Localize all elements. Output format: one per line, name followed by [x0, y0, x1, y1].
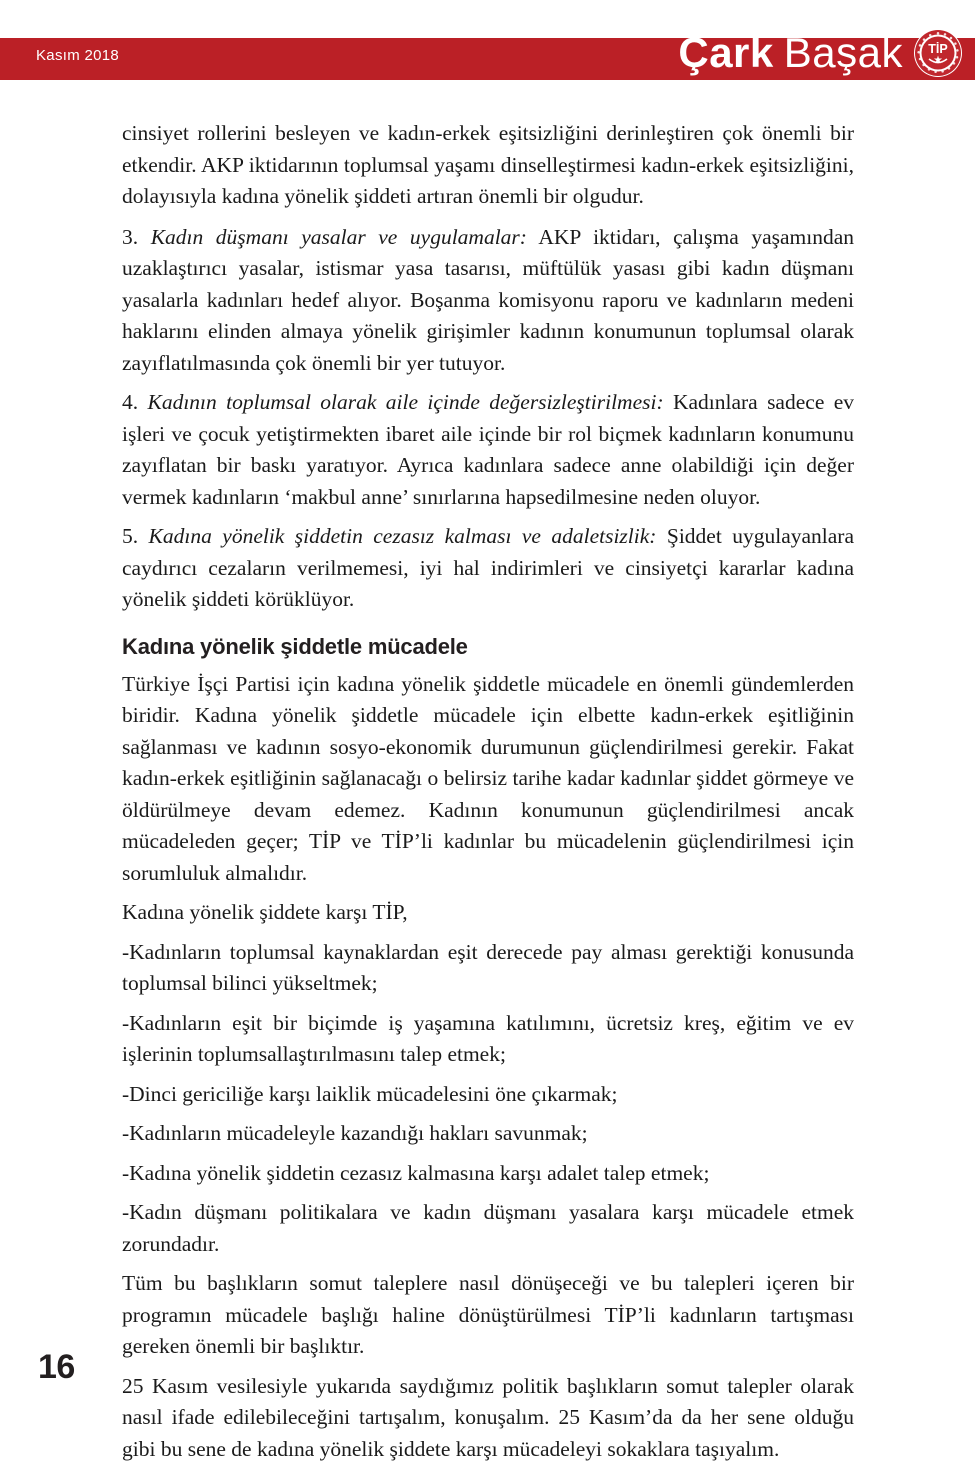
item-5-text: Şiddet uygulayanlara caydırıcı cezaların verilmemesi, iyi hal indirimleri ve cinsiyetçi kararlar kadına yönelik şiddeti körüklüyor. — [122, 524, 854, 611]
page-number: 16 — [38, 1348, 75, 1386]
list-item: -Kadın düşmanı politikalara ve kadın düşmanı yasalara karşı mücadele etmek zorundadır. — [122, 1200, 854, 1256]
numbered-item-5 — [122, 521, 854, 616]
svg-text:TİP: TİP — [928, 42, 948, 56]
item-3-number: 3. — [122, 224, 151, 249]
issue-date-label: Kasım 2018 — [36, 47, 120, 64]
page-header — [0, 0, 975, 100]
masthead-logo — [678, 28, 963, 78]
numbered-item-4 — [122, 387, 854, 513]
paragraph-continuation: cinsiyet rollerini besleyen ve kadın-erkek eşitsizliğini derinleştiren çok önemli bir etkendir. AKP iktidarının toplumsal yaşamı dinselleştirmesi kadın-erkek eşitsizliğini, dolayısıyla kadına yönelik şiddeti artıran önemli bir olgudur. — [122, 121, 854, 208]
list-item: -Dinci gericiliğe karşı laiklik mücadelesini öne çıkarmak; — [122, 1081, 618, 1106]
section-heading: Kadına yönelik şiddetle mücadele — [122, 633, 468, 659]
masthead-basak-text: Başak — [783, 29, 903, 76]
document-body — [122, 118, 854, 1473]
item-4-title: Kadının toplumsal olarak aile içinde değersizleştirilmesi: — [147, 390, 664, 414]
demands-list-intro: Kadına yönelik şiddete karşı TİP, — [122, 900, 408, 924]
item-5-title: Kadına yönelik şiddetin cezasız kalması ve adaletsizlik: — [148, 524, 657, 548]
list-item: -Kadınların mücadeleyle kazandığı hakları savunmak; — [122, 1121, 588, 1145]
item-5-number: 5. — [122, 524, 149, 548]
list-item: -Kadınların toplumsal kaynaklardan eşit derecede pay alması gerektiği konusunda toplumsal bilinci yükseltmek; — [122, 939, 854, 995]
paragraph-struggle-intro: Türkiye İşçi Partisi için kadına yönelik şiddetle mücadele en önemli gündemlerden biridir. Kadına yönelik şiddetle mücadele için elbette kadın-erkek eşitliğinin sağlanması ve kadının sosyo-ekonomik durumunun güçlendirilmesi gerekir. Fakat kadın-erkek eşitliğinin sağlanacağı o belirsiz tarihe kadar kadınlar şiddet görmeye ve öldürülmeye devam edemez. Kadının konumunun güçlendirilmesi ancak mücadeleden geçer; TİP ve TİP’li kadınlar bu mücadelenin güçlendirilmesi için sorumluluk almalıdır. — [122, 671, 854, 885]
list-item: -Kadına yönelik şiddetin cezasız kalmasına karşı adalet talep etmek; — [122, 1160, 710, 1185]
paragraph-closing: 25 Kasım vesilesiyle yukarıda saydığımız politik başlıkların somut talepler olarak nasıl ifade edilebileceğini tartışalım, konuşalım. 25 Kasım’da da her sene olduğu gibi bu sene de kadına yönelik şiddete karşı mücadeleyi sokaklara taşıyalım. — [122, 1373, 854, 1461]
item-3-title: Kadın düşmanı yasalar ve uygulamalar: — [150, 224, 527, 249]
masthead-cark-text: Çark — [678, 29, 774, 76]
item-4-number: 4. — [122, 390, 148, 414]
paragraph-program: Tüm bu başlıkların somut taleplere nasıl dönüşeceği ve bu talepleri içeren bir programın mücadele başlığı haline dönüştürülmesi TİP’li kadınların tartışması gereken önemli bir başlıktır. — [122, 1271, 854, 1358]
item-4-text: Kadınlara sadece ev işleri ve çocuk yetiştirmekten ibaret aile içinde bir rol biçmek kadınların konumunu zayıflatan bir baskı yaratıyor. Ayrıca kadınlara sadece anne olabildiği için değer vermek kadınların ‘makbul anne’ sınırlarına hapsedilmesine neden oluyor. — [122, 390, 854, 509]
tip-party-emblem-icon — [913, 28, 963, 78]
numbered-item-3 — [122, 222, 854, 380]
item-3-text: AKP iktidarı, çalışma yaşamından uzaklaştırıcı yasalar, istismar yasa tasarısı, müftülük yasası gibi kadın düşmanı yasalarla kadınları hedef alıyor. Boşanma komisyonu raporu ve kadınların medeni haklarını elinden almaya yönelik girişimler kadının konumunun toplumsal olarak zayıflatılmasında çok önemli bir yer tutuyor. — [122, 224, 855, 375]
list-item: -Kadınların eşit bir biçimde iş yaşamına katılımını, ücretsiz kreş, eğitim ve ev işlerinin toplumsallaştırılmasını talep etmek; — [122, 1010, 854, 1066]
